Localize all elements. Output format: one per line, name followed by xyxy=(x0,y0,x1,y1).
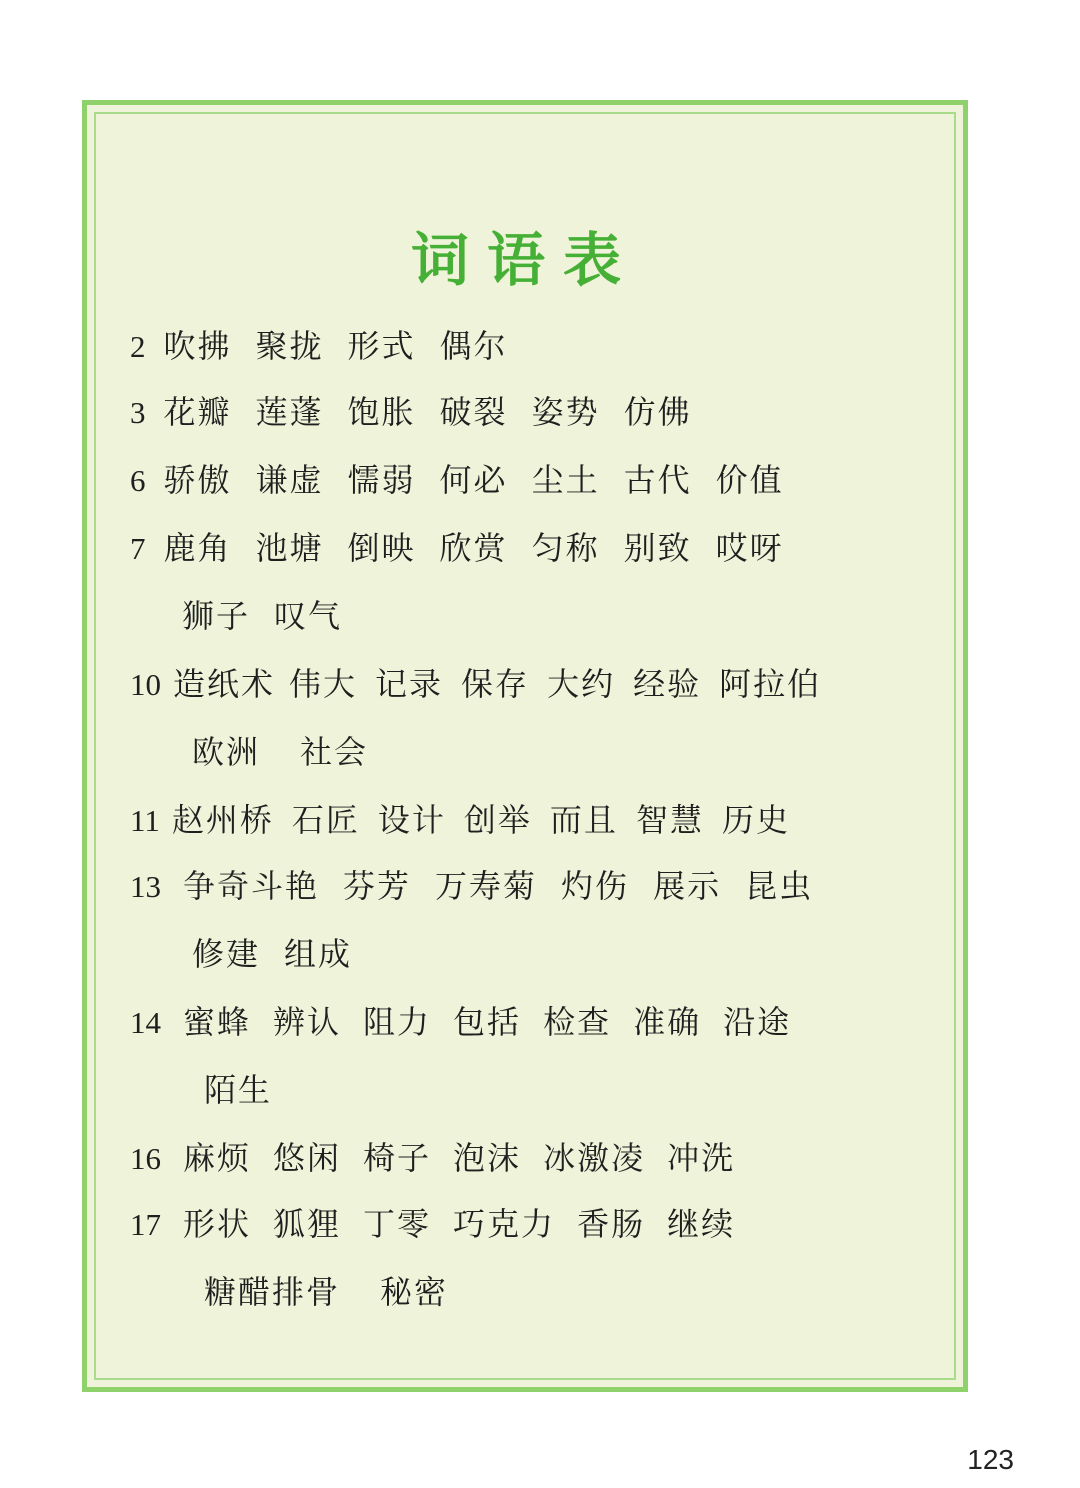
word: 吹拂 xyxy=(163,327,232,365)
word: 骄傲 xyxy=(163,461,232,499)
word: 偶尔 xyxy=(439,327,508,365)
word: 沿途 xyxy=(723,1003,792,1041)
page-number: 123 xyxy=(967,1444,1014,1475)
word: 破裂 xyxy=(439,393,508,431)
word: 谦虚 xyxy=(255,461,324,499)
word: 组成 xyxy=(284,935,353,973)
word: 何必 xyxy=(439,461,508,499)
word: 阻力 xyxy=(363,1003,432,1041)
lesson-number: 14 xyxy=(130,1005,161,1040)
list-item-continuation xyxy=(130,732,392,772)
lesson-number: 2 xyxy=(130,329,146,364)
word: 形状 xyxy=(183,1205,252,1243)
page-title: 词语表 xyxy=(410,226,639,294)
word: 麻烦 xyxy=(183,1139,252,1177)
list-item xyxy=(130,866,837,907)
word: 懦弱 xyxy=(347,461,416,499)
word: 历史 xyxy=(721,801,790,839)
list-item xyxy=(130,460,808,501)
word: 冰激凌 xyxy=(543,1139,646,1177)
word: 椅子 xyxy=(363,1139,432,1177)
word: 修建 xyxy=(192,935,261,973)
list-item xyxy=(130,1138,759,1179)
list-item xyxy=(130,392,716,433)
lesson-number: 17 xyxy=(130,1207,161,1242)
word: 创举 xyxy=(463,801,532,839)
word: 倒映 xyxy=(347,529,416,567)
list-item-continuation xyxy=(130,934,376,974)
word: 狮子 xyxy=(182,597,251,635)
word: 丁零 xyxy=(363,1205,432,1243)
word: 包括 xyxy=(453,1003,522,1041)
list-item xyxy=(130,1204,759,1245)
word: 设计 xyxy=(377,801,446,839)
word: 大约 xyxy=(547,665,616,703)
word: 记录 xyxy=(375,665,444,703)
word: 继续 xyxy=(667,1205,736,1243)
word: 阿拉伯 xyxy=(719,665,822,703)
lesson-number: 13 xyxy=(130,869,161,904)
word: 智慧 xyxy=(635,801,704,839)
list-item-continuation xyxy=(130,1070,296,1110)
word: 狐狸 xyxy=(273,1205,342,1243)
word: 检查 xyxy=(543,1003,612,1041)
word: 欧洲 xyxy=(192,733,261,771)
word: 姿势 xyxy=(531,393,600,431)
list-item-continuation xyxy=(130,1272,472,1312)
word: 造纸术 xyxy=(173,665,276,703)
word: 蜜蜂 xyxy=(183,1003,252,1041)
word: 花瓣 xyxy=(163,393,232,431)
word: 饱胀 xyxy=(347,393,416,431)
word: 糖醋排骨 xyxy=(204,1273,341,1311)
lesson-number: 7 xyxy=(130,531,146,566)
word: 形式 xyxy=(347,327,416,365)
lesson-number: 16 xyxy=(130,1141,161,1176)
word: 灼伤 xyxy=(561,867,630,905)
word: 仿佛 xyxy=(623,393,692,431)
word: 古代 xyxy=(623,461,692,499)
word: 准确 xyxy=(633,1003,702,1041)
word: 巧克力 xyxy=(453,1205,556,1243)
list-item xyxy=(130,800,814,841)
word: 秘密 xyxy=(380,1273,449,1311)
word: 经验 xyxy=(633,665,702,703)
word: 池塘 xyxy=(255,529,324,567)
word: 别致 xyxy=(623,529,692,567)
word: 哎呀 xyxy=(715,529,784,567)
word: 悠闲 xyxy=(273,1139,342,1177)
word: 聚拢 xyxy=(255,327,324,365)
lesson-number: 3 xyxy=(130,395,146,430)
word: 陌生 xyxy=(204,1071,273,1109)
list-item xyxy=(130,326,532,367)
word: 展示 xyxy=(653,867,722,905)
word: 尘土 xyxy=(531,461,600,499)
word: 芬芳 xyxy=(343,867,412,905)
word: 石匠 xyxy=(291,801,360,839)
word: 泡沫 xyxy=(453,1139,522,1177)
lesson-number: 6 xyxy=(130,463,146,498)
list-item xyxy=(130,664,821,705)
word: 社会 xyxy=(300,733,369,771)
word: 辨认 xyxy=(273,1003,342,1041)
word: 叹气 xyxy=(274,597,343,635)
word: 争奇斗艳 xyxy=(183,867,320,905)
word: 赵州桥 xyxy=(171,801,274,839)
list-item-continuation xyxy=(130,596,366,636)
word: 而且 xyxy=(549,801,618,839)
word: 欣赏 xyxy=(439,529,508,567)
word: 昆虫 xyxy=(745,867,814,905)
list-item xyxy=(130,528,808,569)
word: 莲蓬 xyxy=(255,393,324,431)
word: 鹿角 xyxy=(163,529,232,567)
list-item xyxy=(130,1002,791,1043)
lesson-number: 10 xyxy=(130,667,161,702)
word: 保存 xyxy=(461,665,530,703)
word: 伟大 xyxy=(289,665,358,703)
word: 价值 xyxy=(715,461,784,499)
word: 香肠 xyxy=(577,1205,646,1243)
word: 冲洗 xyxy=(667,1139,736,1177)
word: 匀称 xyxy=(531,529,600,567)
word: 万寿菊 xyxy=(435,867,538,905)
lesson-number: 11 xyxy=(130,803,160,838)
